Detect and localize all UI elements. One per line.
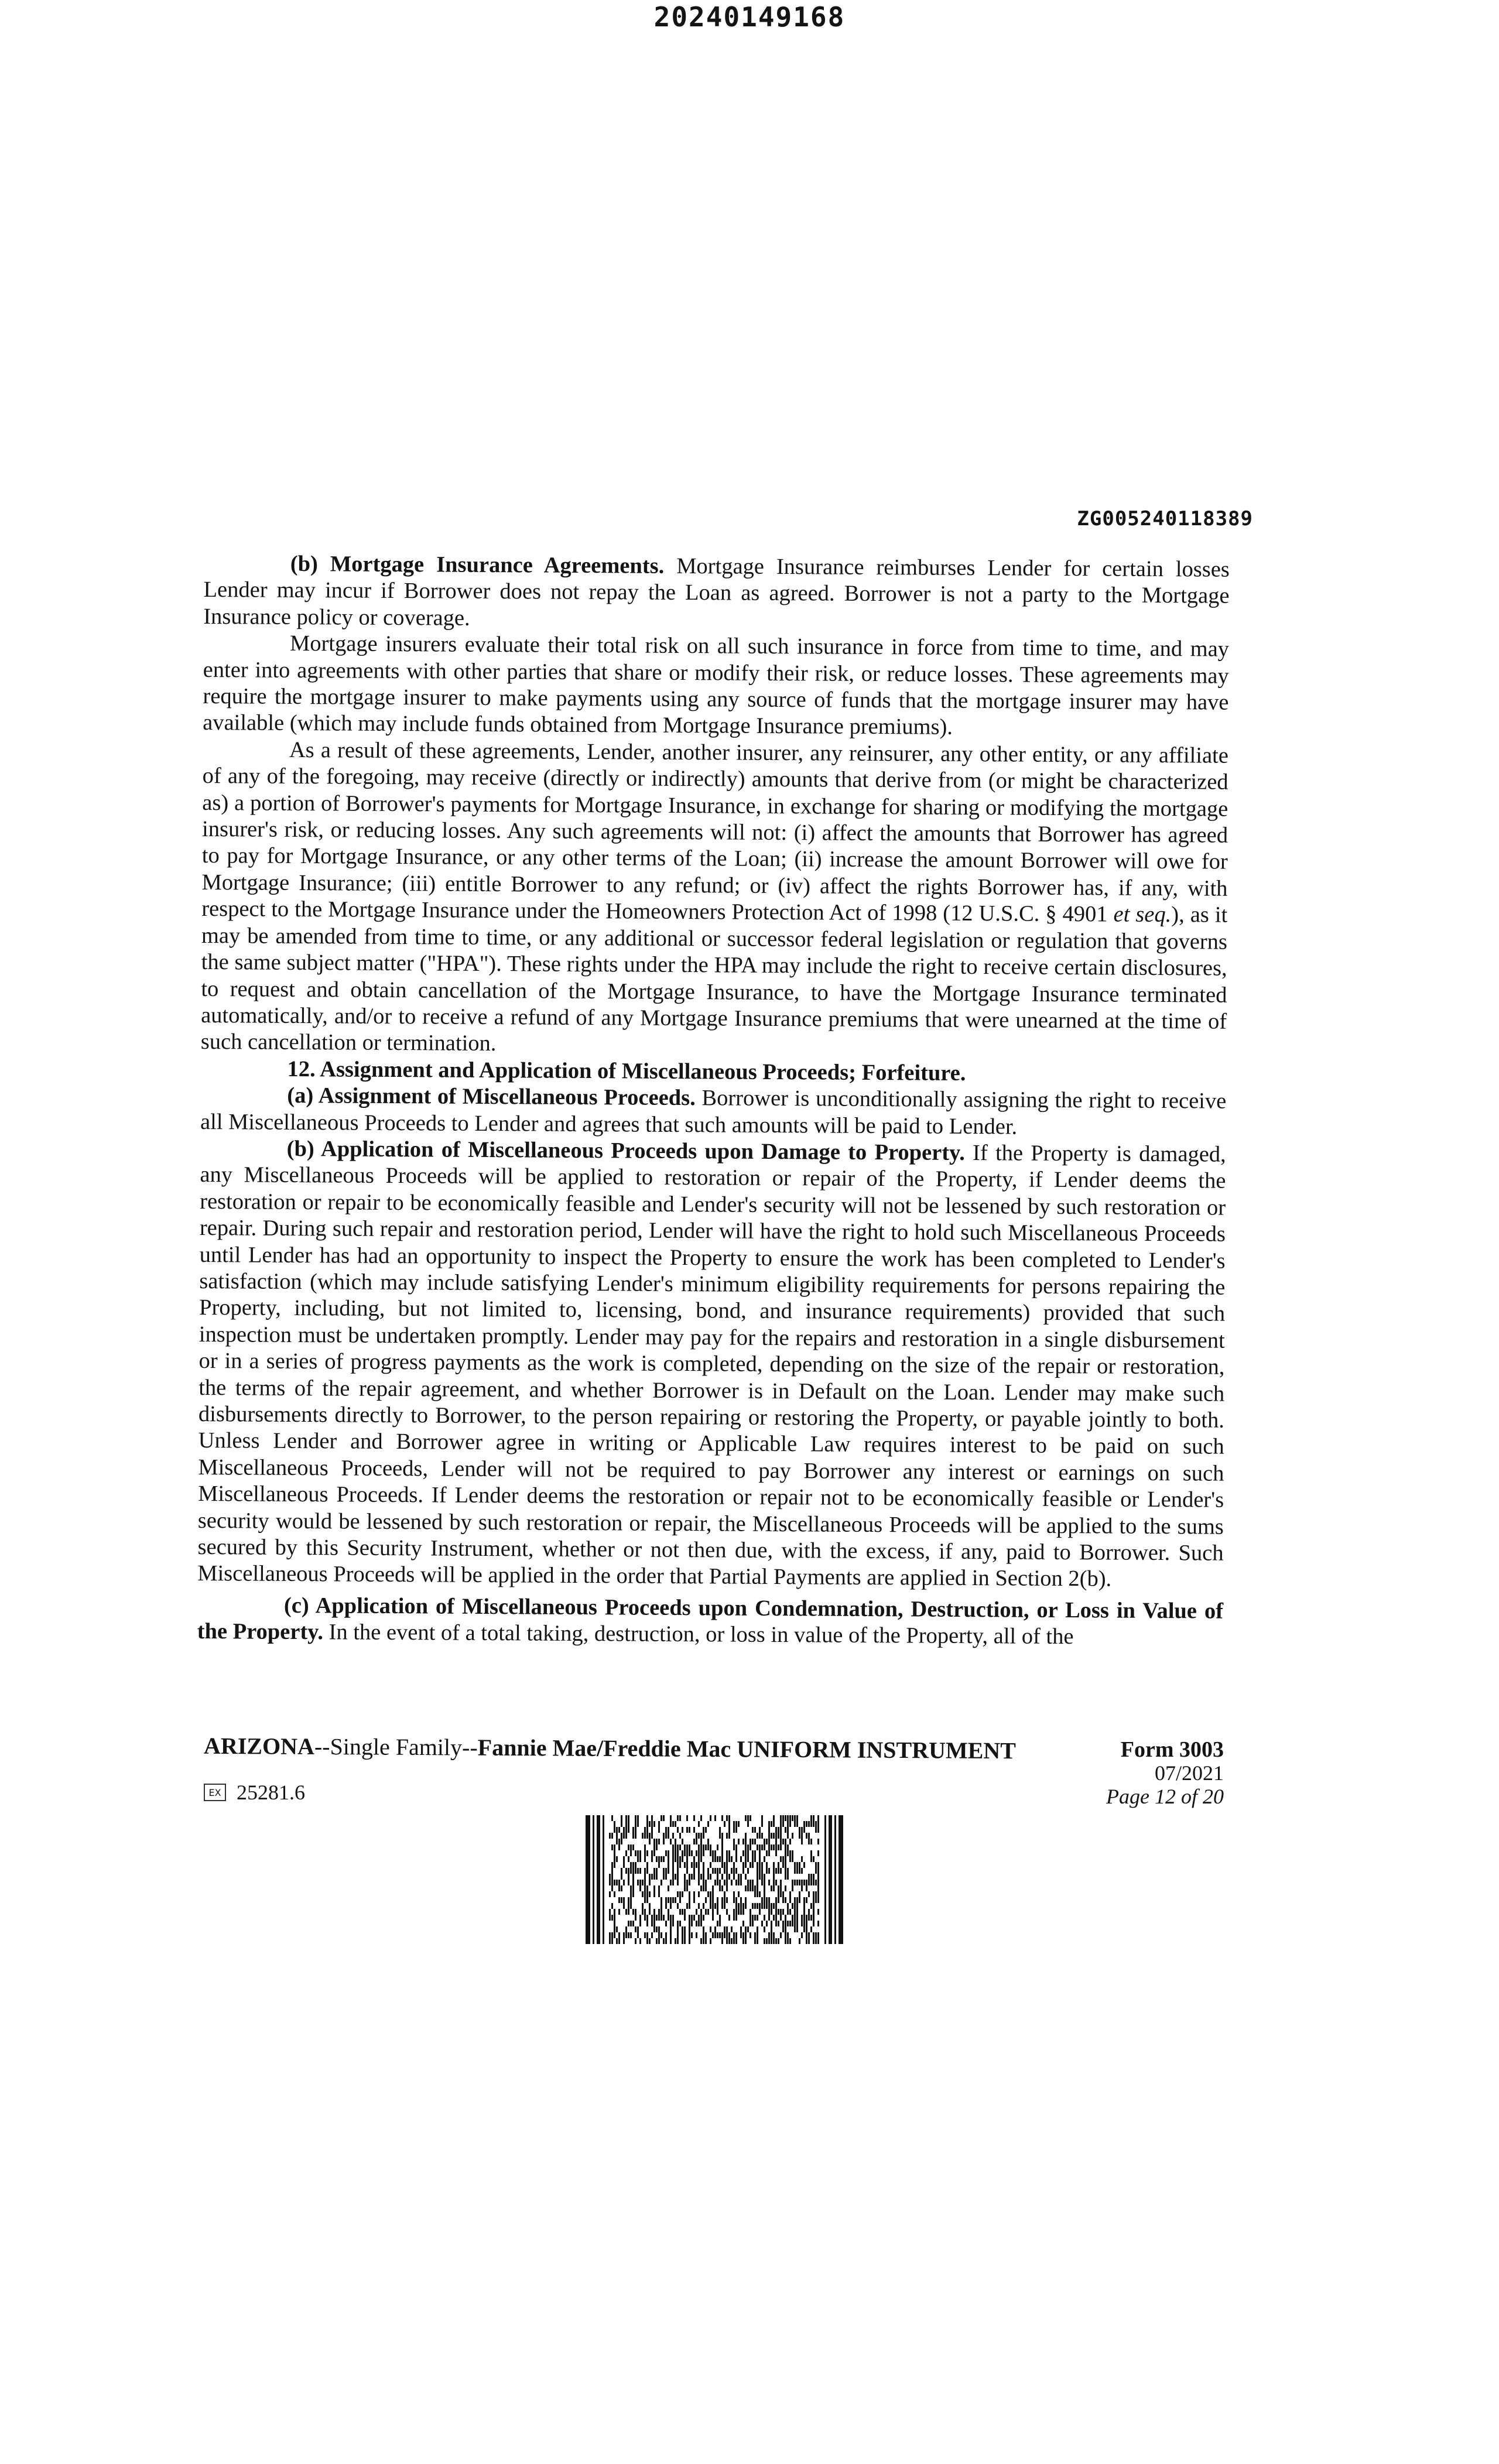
section-heading: (a) Assignment of Miscellaneous Proceeds. [287, 1083, 696, 1111]
loan-number: ZG005240118389 [1077, 507, 1253, 531]
paragraph-mortgage-insurance-agreements [203, 550, 1230, 636]
form-type: --Single Family-- [314, 1733, 478, 1761]
section-12-heading: 12. Assignment and Application of Miscellaneous Proceeds; Forfeiture. [287, 1056, 966, 1086]
et-seq: et seq. [1113, 902, 1172, 928]
paragraph-text: ), as it may be amended from time to time, or any additional or successor federal legislation or regulation that governs the same subject matter ("HPA"). These rights under the HPA may include the right to receive certain disclosures, to request and obtain cancellation of the Mortgage Insurance, to have the Mortgage Insurance terminated automatically, and/or to receive a refund of any Mortgage Insurance premiums that were unearned at the time of such cancellation or termination. [200, 902, 1228, 1056]
ellie-mae-logo-icon: EX [204, 1784, 226, 1801]
form-number: Form 3003 [1120, 1737, 1224, 1762]
paragraph-text: Borrower is unconditionally assigning the right to receive all Miscellaneous Proceeds to Lender and agrees that such amounts will be paid to Lender. [200, 1086, 1227, 1139]
paragraph-text: In the event of a total taking, destruction, or loss in value of the Property, all of the [323, 1620, 1074, 1649]
paragraph-insurers-risk: Mortgage insurers evaluate their total risk on all such insurance in force from time to time, and may enter into agreements with other parties that share or modify their risk, or reduce losses. These agreements may require the mortgage insurer to make payments using any source of funds that the mortgage insurer may have available (which may include funds obtained from Mortgage Insurance premiums). [203, 631, 1230, 740]
paragraph-assignment [200, 1082, 1227, 1142]
form-info [1106, 1738, 1224, 1808]
page-number: Page 12 of 20 [1106, 1785, 1224, 1808]
document-body [197, 550, 1230, 1651]
form-title [204, 1732, 1016, 1764]
recording-number: 20240149168 [653, 1, 846, 33]
barcode-icon [586, 1815, 843, 1944]
paragraph-text: Mortgage Insurance reimburses Lender for certain losses Lender may incur if Borrower does not repay the Loan as agreed. Borrower is not a party to the Mortgage Insurance policy or coverage. [203, 553, 1230, 631]
form-date: 07/2021 [1154, 1761, 1224, 1785]
paragraph-text: As a result of these agreements, Lender, another insurer, any reinsurer, any other entity, or any affiliate of any of the foregoing, may receive (directly or indirectly) amounts that derive from (or might be characterized as) a portion of Borrower's payments for Mortgage Insurance, in exchange for sharing or modifying the mortgage insurer's risk, or reducing losses. Any such agreements will not: (i) affect the amounts that Borrower has agreed to pay for Mortgage Insurance, or any other terms of the Loan; (ii) increase the amount Borrower will owe for Mortgage Insurance; (iii) entitle Borrower to any refund; or (iv) affect the rights Borrower has, if any, with respect to the Mortgage Insurance under the Homeowners Protection Act of 1998 (12 U.S.C. § 4901 [201, 737, 1229, 927]
form-instrument: Fannie Mae/Freddie Mac UNIFORM INSTRUMENT [477, 1734, 1017, 1764]
paragraph-damage [197, 1135, 1226, 1594]
document-code-number: 25281.6 [237, 1781, 305, 1804]
section-heading: (c) Application of Miscellaneous Proceeds upon Condemnation, Destruction, or Loss in Value of the Property. [197, 1593, 1224, 1645]
section-heading: (b) Application of Miscellaneous Proceeds upon Damage to Property. [286, 1136, 965, 1165]
section-heading: (b) Mortgage Insurance Agreements. [290, 551, 665, 579]
form-state: ARIZONA [203, 1732, 315, 1760]
paragraph-text: If the Property is damaged, any Miscellaneous Proceeds will be applied to restoration or repair of the Property, if Lender deems the restoration or repair to be economically feasible and Lender's security will not be lessened by such restoration or repair. During such repair and restoration period, Lender will have the right to hold such Miscellaneous Proceeds until Lender has had an opportunity to inspect the Property to ensure the work has been completed to Lender's satisfaction (which may include satisfying Lender's minimum eligibility requirements for persons repairing the Property, including, but not limited to, licensing, bond, and insurance requirements) provided that such inspection must be undertaken promptly. Lender may pay for the repairs and restoration in a single disbursement or in a series of progress payments as the work is completed, depending on the size of the repair or restoration, the terms of the repair agreement, and whether Borrower is in Default on the Loan. Lender may make such disbursements directly to Borrower, to the person repairing or restoring the Property, or payable jointly to both. Unless Lender and Borrower agree in writing or Applicable Law requires interest to be paid on such Miscellaneous Proceeds, Lender will not be required to pay Borrower any interest or earnings on such Miscellaneous Proceeds. If Lender deems the restoration or repair not to be economically feasible or Lender's security would be lessened by such restoration or repair, the Miscellaneous Proceeds will be applied to the sums secured by this Security Instrument, whether or not then due, with the excess, if any, paid to Borrower. Such Miscellaneous Proceeds will be applied in the order that Partial Payments are applied in Section 2(b). [197, 1140, 1226, 1592]
paragraph-agreements-effect [201, 737, 1228, 1062]
paragraph-condemnation [197, 1592, 1224, 1652]
document-code [204, 1780, 305, 1805]
